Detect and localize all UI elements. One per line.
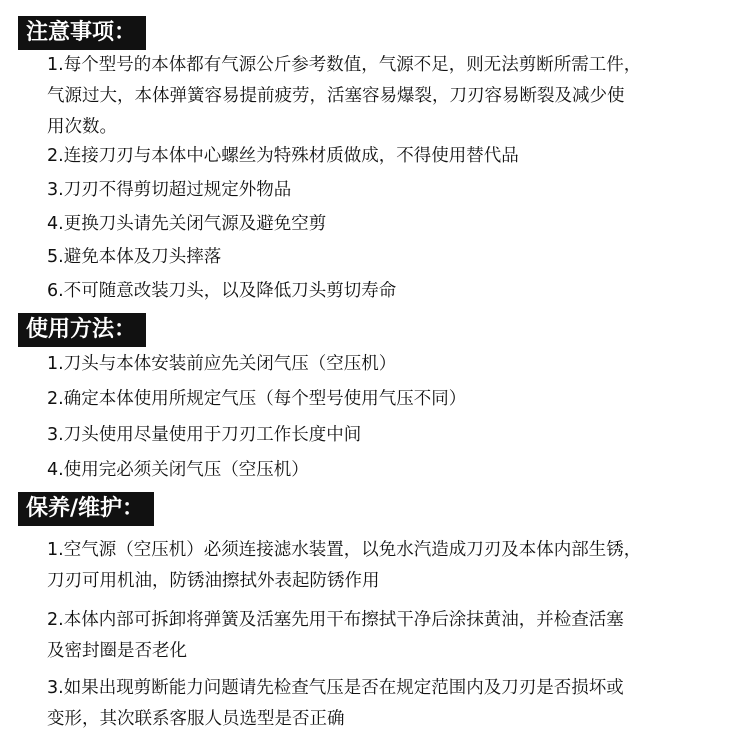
section-heading-usage: 使用方法： xyxy=(18,313,146,347)
text-line: 1.每个型号的本体都有气源公斤参考数值，气源不足，则无法剪断所需工件， xyxy=(47,55,642,75)
precaution-item-2 xyxy=(47,141,719,172)
usage-item-4 xyxy=(47,455,719,486)
text-line: 2.连接刀刃与本体中心螺丝为特殊材质做成，不得使用替代品 xyxy=(47,146,519,166)
text-line: 1.刀头与本体安装前应先关闭气压（空压机） xyxy=(47,354,397,374)
text-line: 刀刃可用机油，防锈油擦拭外表起防锈作用 xyxy=(47,571,380,591)
text-line: 6.不可随意改装刀头，以及降低刀头剪切寿命 xyxy=(47,281,397,301)
text-line: 3.刀刃不得剪切超过规定外物品 xyxy=(47,180,292,200)
precaution-item-6 xyxy=(47,276,719,307)
text-line: 4.更换刀头请先关闭气源及避免空剪 xyxy=(47,214,327,234)
precaution-item-5 xyxy=(47,242,719,273)
usage-item-1 xyxy=(47,349,719,380)
text-line: 2.本体内部可拆卸将弹簧及活塞先用干布擦拭干净后涂抹黄油，并检查活塞 xyxy=(47,610,624,630)
precaution-item-3 xyxy=(47,175,719,206)
text-line: 4.使用完必须关闭气压（空压机） xyxy=(47,460,309,480)
text-line: 用次数。 xyxy=(47,117,117,137)
text-line: 及密封圈是否老化 xyxy=(47,641,187,661)
precaution-item-1 xyxy=(47,50,719,143)
maintenance-item-2 xyxy=(47,605,719,667)
section-heading-precautions: 注意事项： xyxy=(18,16,146,50)
text-line: 变形，其次联系客服人员选型是否正确 xyxy=(47,709,345,729)
text-line: 2.确定本体使用所规定气压（每个型号使用气压不同） xyxy=(47,389,467,409)
text-line: 1.空气源（空压机）必须连接滤水装置，以免水汽造成刀刃及本体内部生锈， xyxy=(47,540,642,560)
text-line: 气源过大，本体弹簧容易提前疲劳，活塞容易爆裂，刀刃容易断裂及减少使 xyxy=(47,86,625,106)
usage-item-3 xyxy=(47,420,719,451)
section-heading-maintenance: 保养/维护： xyxy=(18,492,154,526)
text-line: 3.刀头使用尽量使用于刀刃工作长度中间 xyxy=(47,425,362,445)
maintenance-item-1 xyxy=(47,535,719,597)
maintenance-item-3 xyxy=(47,673,719,735)
precaution-item-4 xyxy=(47,209,719,240)
text-line: 5.避免本体及刀头摔落 xyxy=(47,247,222,267)
text-line: 3.如果出现剪断能力问题请先检查气压是否在规定范围内及刀刃是否损坏或 xyxy=(47,678,624,698)
usage-item-2 xyxy=(47,384,719,415)
